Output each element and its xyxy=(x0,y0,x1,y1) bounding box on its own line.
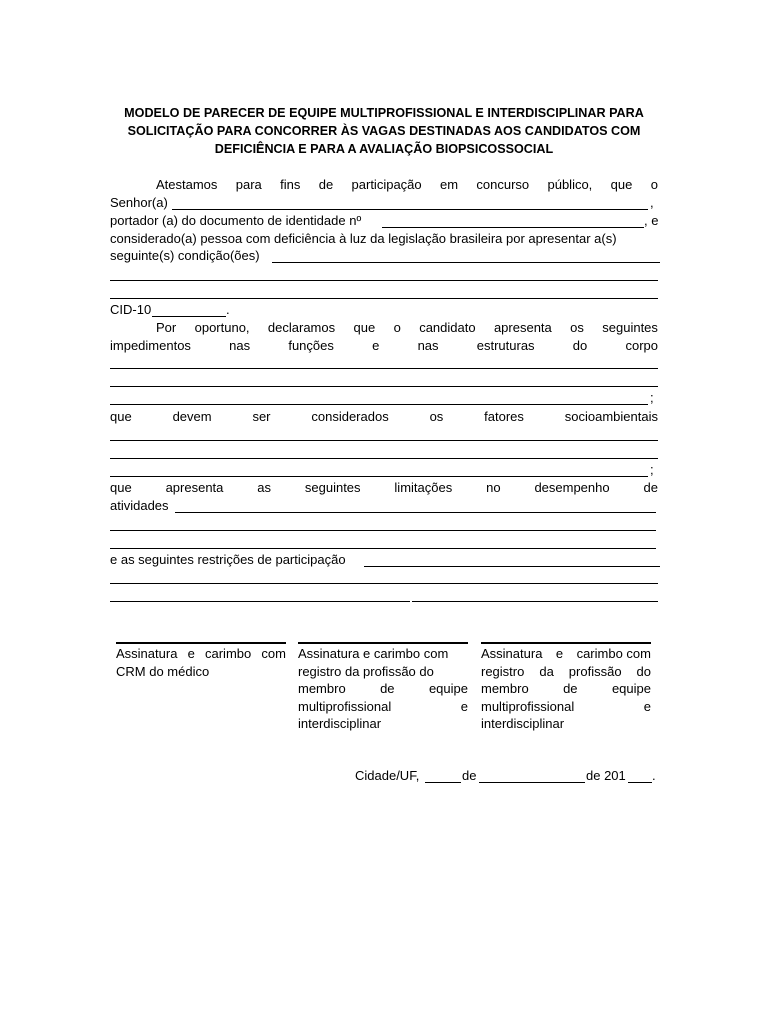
atividades-field-line[interactable] xyxy=(110,548,656,549)
cid-field-line[interactable] xyxy=(152,316,226,317)
signature-line[interactable] xyxy=(116,642,286,644)
atividades-label: atividades xyxy=(110,498,169,513)
signature-caption-line: membro de equipe xyxy=(481,681,651,696)
signature-caption-line: registro da profissão do xyxy=(298,663,434,679)
signature-caption-line: registro da profissão do xyxy=(481,663,651,679)
socioambientais-field-line[interactable] xyxy=(110,476,648,477)
impedimentos-line: impedimentos nas funções e nas estruturas do corpo xyxy=(110,338,658,353)
restricoes-field-line[interactable] xyxy=(364,566,660,567)
semicolon-text: ; xyxy=(650,390,654,405)
comma-text: , xyxy=(650,195,654,210)
oportuno-line: Por oportuno, declaramos que o candidato apresenta os seguintes xyxy=(156,320,658,335)
signature-line[interactable] xyxy=(298,642,468,644)
signature-block-medico xyxy=(116,642,286,680)
date-end: . xyxy=(652,768,656,783)
senhor-label: Senhor(a) xyxy=(110,195,168,210)
socioambientais-field-line[interactable] xyxy=(110,458,658,459)
limitacoes-line: que apresenta as seguintes limitações no desempenho de xyxy=(110,480,658,495)
condition-field-line[interactable] xyxy=(110,280,658,281)
considerado-text: considerado(a) pessoa com deficiência à luz da legislação brasileira por apresentar a(s) xyxy=(110,231,617,246)
date-year-prefix: de 201 xyxy=(586,768,626,783)
impedimentos-field-line[interactable] xyxy=(110,404,648,405)
title-line: MODELO DE PARECER DE EQUIPE MULTIPROFISSIONAL E INTERDISCIPLINAR PARA xyxy=(124,106,644,120)
condition-field-line[interactable] xyxy=(272,262,660,263)
signature-caption-line: CRM do médico xyxy=(116,663,210,679)
identity-field-line[interactable] xyxy=(382,227,644,228)
year-field-line[interactable] xyxy=(628,782,652,783)
month-field-line[interactable] xyxy=(479,782,585,783)
portador-end: , e xyxy=(644,213,659,228)
day-field-line[interactable] xyxy=(425,782,461,783)
signature-caption-line: Assinatura e carimbo com xyxy=(298,646,449,661)
date-de-text: de xyxy=(462,768,477,783)
signature-block-membro-2 xyxy=(481,642,651,733)
impedimentos-field-line[interactable] xyxy=(110,368,658,369)
semicolon-text: ; xyxy=(650,462,654,477)
signature-caption-line: Assinatura e carimbo com xyxy=(116,646,286,661)
attest-line: Atestamos para fins de participação em concurso público, que o xyxy=(156,177,658,192)
atividades-field-line[interactable] xyxy=(175,512,656,513)
restricoes-field-line[interactable] xyxy=(412,601,658,602)
socioambientais-field-line[interactable] xyxy=(110,440,658,441)
signature-caption-line: multiprofissional e xyxy=(298,698,468,714)
cid-label: CID-10 xyxy=(110,302,152,317)
restricoes-field-line[interactable] xyxy=(110,601,410,602)
condicoes-label: seguinte(s) condição(ões) xyxy=(110,248,260,263)
signature-caption-line: Assinatura e carimbo com xyxy=(481,646,651,661)
socioambientais-line: que devem ser considerados os fatores socioambientais xyxy=(110,409,658,424)
title-line: SOLICITAÇÃO PARA CONCORRER ÀS VAGAS DESTINADAS AOS CANDIDATOS COM xyxy=(127,124,641,138)
signature-line[interactable] xyxy=(481,642,651,644)
city-label: Cidade/UF, xyxy=(355,768,420,783)
signature-block-membro xyxy=(298,642,468,733)
condition-field-line[interactable] xyxy=(110,298,658,299)
signature-caption-line: interdisciplinar xyxy=(298,716,382,731)
name-field-line[interactable] xyxy=(172,209,648,210)
portador-label: portador (a) do documento de identidade nº xyxy=(110,213,362,228)
title-line: DEFICIÊNCIA E PARA A AVALIAÇÃO BIOPSICOSSOCIAL xyxy=(214,142,554,156)
restricoes-label: e as seguintes restrições de participação xyxy=(110,552,346,567)
signature-caption-line: membro de equipe xyxy=(298,681,468,696)
signature-caption-line: interdisciplinar xyxy=(481,716,565,731)
atividades-field-line[interactable] xyxy=(110,530,656,531)
impedimentos-field-line[interactable] xyxy=(110,386,658,387)
cid-end: . xyxy=(226,302,230,317)
restricoes-field-line[interactable] xyxy=(110,583,658,584)
document-title xyxy=(110,104,658,158)
signature-caption-line: multiprofissional e xyxy=(481,698,651,714)
